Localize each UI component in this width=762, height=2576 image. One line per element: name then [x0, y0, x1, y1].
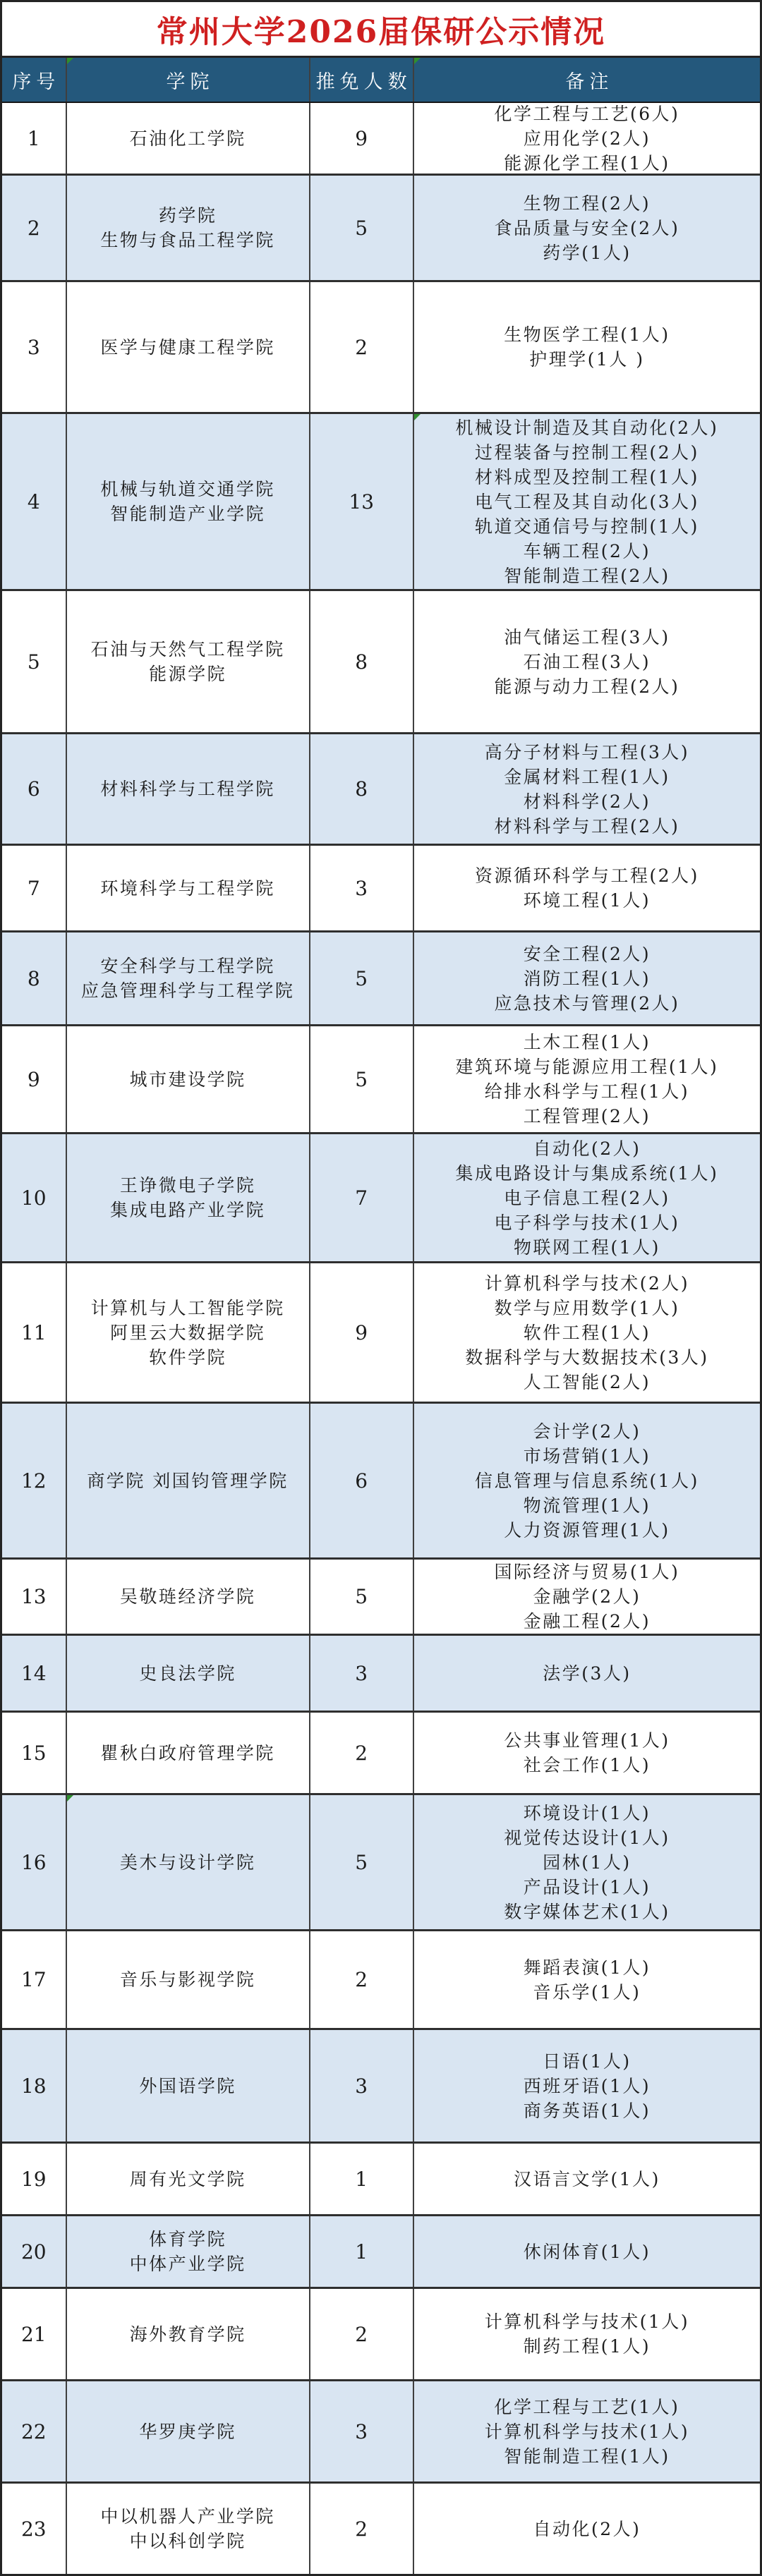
cell-text-line: 材料科学(2人) [523, 791, 651, 812]
cell-text-line: 材料成型及控制工程(1人) [474, 466, 699, 487]
cell-text-line: 资源循环科学与工程(2人) [474, 865, 699, 886]
row-index: 12 [20, 1469, 47, 1493]
row-index: 20 [20, 2240, 47, 2264]
recommended-count: 2 [355, 335, 368, 359]
cell-text-line: 护理学(1人 ) [529, 349, 645, 370]
cell-text-line: 电气工程及其自动化(3人) [474, 491, 699, 512]
recommended-count: 8 [355, 777, 368, 801]
cell-text-line: 安全科学与工程学院 [100, 956, 275, 976]
row-index-cell [2, 591, 66, 732]
cell-text-line: 应急技术与管理(2人) [494, 992, 680, 1014]
recommended-count: 3 [355, 876, 368, 900]
row-index-cell [2, 2216, 66, 2287]
row-index: 6 [27, 777, 40, 801]
college-cell [66, 2030, 309, 2141]
cell-text-line: 商务英语(1人) [523, 2100, 651, 2121]
college-cell [66, 1713, 309, 1793]
table-row [2, 1024, 760, 1132]
count-cell [309, 1263, 413, 1402]
cell-text-line: 金融学(2人) [533, 1586, 641, 1607]
table-row [2, 1711, 760, 1793]
row-index-cell [2, 2484, 66, 2574]
recommended-count: 9 [355, 126, 368, 150]
row-index: 19 [20, 2167, 47, 2191]
cell-text-line: 材料科学与工程(2人) [494, 815, 680, 837]
cell-text-line: 信息管理与信息系统(1人) [474, 1470, 699, 1491]
cell-text-line: 城市建设学院 [129, 1069, 246, 1090]
recommended-count: 2 [355, 1968, 368, 1991]
cell-text-line: 环境设计(1人) [523, 1802, 651, 1823]
recommended-count: 2 [355, 2322, 368, 2346]
cell-text-line: 汉语言文学(1人) [513, 2168, 660, 2189]
recommended-count: 2 [355, 2517, 368, 2541]
count-cell [309, 734, 413, 844]
column-header-label: 备注 [565, 71, 614, 93]
table-row [2, 1261, 760, 1402]
cell-text-line: 建筑环境与能源应用工程(1人) [455, 1057, 719, 1077]
column-header-remark [413, 58, 760, 102]
count-cell [309, 1026, 413, 1132]
column-header-college [66, 58, 309, 102]
count-cell [309, 591, 413, 732]
row-index: 3 [27, 335, 40, 359]
row-index: 2 [27, 216, 40, 240]
cell-text-line: 化学工程与工艺(6人) [494, 103, 680, 124]
college-cell [66, 591, 309, 732]
green-corner-marker-icon [414, 58, 421, 64]
cell-text-line: 石油工程(3人) [523, 651, 651, 672]
cell-text-line: 舞蹈表演(1人) [523, 1957, 651, 1978]
row-index-cell [2, 1134, 66, 1261]
cell-text-line: 机械与轨道交通学院 [100, 479, 275, 499]
cell-text-line: 化学工程与工艺(1人) [494, 2396, 680, 2417]
college-cell [66, 2484, 309, 2574]
cell-text-line: 智能制造工程(1人) [504, 2446, 670, 2467]
college-cell [66, 1636, 309, 1711]
row-index-cell [2, 2144, 66, 2214]
count-cell [309, 1795, 413, 1929]
count-cell [309, 1404, 413, 1557]
cell-text-line: 制药工程(1人) [523, 2336, 651, 2357]
row-index-cell [2, 734, 66, 844]
cell-text-line: 数字媒体艺术(1人) [504, 1901, 670, 1922]
cell-text-line: 音乐与影视学院 [119, 1969, 256, 1990]
college-cell [66, 282, 309, 412]
cell-text-line: 外国语学院 [139, 2075, 236, 2096]
recommended-count: 3 [355, 1661, 368, 1685]
cell-text-line: 中体产业学院 [129, 2254, 246, 2274]
row-index: 8 [27, 966, 40, 990]
column-header-label: 学院 [166, 71, 214, 93]
cell-text-line: 油气储运工程(3人) [504, 626, 670, 648]
count-cell [309, 1931, 413, 2028]
row-index-cell [2, 1404, 66, 1557]
cell-text-line: 医学与健康工程学院 [100, 336, 275, 358]
majors-cell [413, 1026, 760, 1132]
cell-text-line: 西班牙语(1人) [523, 2075, 651, 2096]
row-index: 5 [27, 650, 40, 674]
row-index-cell [2, 2289, 66, 2379]
college-cell [66, 103, 309, 174]
row-index: 15 [20, 1741, 47, 1765]
count-cell [309, 932, 413, 1024]
college-cell [66, 1931, 309, 2028]
row-index-cell [2, 1560, 66, 1634]
cell-text-line: 阿里云大数据学院 [110, 1322, 266, 1343]
cell-text-line: 瞿秋白政府管理学院 [100, 1742, 275, 1763]
cell-text-line: 王诤微电子学院 [119, 1175, 256, 1196]
college-cell [66, 2289, 309, 2379]
count-cell [309, 103, 413, 174]
cell-text-line: 食品质量与安全(2人) [494, 217, 680, 238]
recommended-count: 3 [355, 2419, 368, 2443]
college-cell [66, 1560, 309, 1634]
cell-text-line: 华罗庚学院 [139, 2421, 236, 2442]
cell-text-line: 园林(1人) [543, 1852, 631, 1873]
count-cell [309, 2030, 413, 2141]
cell-text-line: 集成电路产业学院 [110, 1200, 266, 1220]
cell-text-line: 法学(3人) [543, 1663, 631, 1684]
column-header-label: 序号 [12, 71, 61, 93]
majors-cell [413, 1795, 760, 1929]
majors-cell [413, 734, 760, 844]
row-index-cell [2, 103, 66, 174]
recommended-count: 1 [355, 2240, 368, 2264]
cell-text-line: 中以科创学院 [129, 2531, 246, 2551]
table-header-row [2, 58, 760, 103]
cell-text-line: 电子科学与技术(1人) [494, 1212, 680, 1233]
table-row [2, 732, 760, 844]
count-cell [309, 1713, 413, 1793]
cell-text-line: 集成电路设计与集成系统(1人) [455, 1162, 719, 1184]
cell-text-line: 机械设计制造及其自动化(2人) [455, 417, 719, 438]
cell-text-line: 数据科学与大数据技术(3人) [465, 1347, 709, 1368]
majors-cell [413, 1560, 760, 1634]
college-cell [66, 414, 309, 589]
column-header-label: 推免人数 [315, 71, 412, 93]
recommended-count: 3 [355, 2074, 368, 2098]
recommended-count: 9 [355, 1320, 368, 1344]
cell-text-line: 商学院 刘国钧管理学院 [87, 1470, 289, 1491]
cell-text-line: 物联网工程(1人) [513, 1237, 660, 1258]
cell-text-line: 能源学院 [149, 664, 227, 684]
cell-text-line: 吴敬琏经济学院 [119, 1586, 256, 1607]
college-cell [66, 1795, 309, 1929]
row-index: 23 [20, 2517, 47, 2541]
row-index: 7 [27, 876, 40, 900]
recommended-count: 5 [355, 966, 368, 990]
college-cell [66, 2144, 309, 2214]
college-cell [66, 176, 309, 280]
green-corner-marker-icon [67, 1795, 73, 1802]
cell-text-line: 美木与设计学院 [119, 1852, 256, 1873]
cell-text-line: 周有光文学院 [129, 2168, 246, 2189]
recommended-count: 2 [355, 1741, 368, 1765]
recommended-count: 6 [355, 1469, 368, 1493]
recommended-count: 5 [355, 1850, 368, 1874]
count-cell [309, 2144, 413, 2214]
table-row [2, 1132, 760, 1261]
cell-text-line: 人力资源管理(1人) [504, 1519, 670, 1541]
cell-text-line: 数学与应用数学(1人) [494, 1297, 680, 1318]
cell-text-line: 计算机与人工智能学院 [90, 1297, 285, 1318]
cell-text-line: 自动化(2人) [533, 1138, 641, 1159]
count-cell [309, 2484, 413, 2574]
cell-text-line: 环境科学与工程学院 [100, 877, 275, 899]
table-row [2, 589, 760, 732]
recommended-count: 5 [355, 216, 368, 240]
cell-text-line: 体育学院 [149, 2229, 227, 2249]
cell-text-line: 计算机科学与技术(1人) [484, 2421, 690, 2442]
cell-text-line: 安全工程(2人) [523, 943, 651, 964]
count-cell [309, 2289, 413, 2379]
cell-text-line: 电子信息工程(2人) [504, 1187, 670, 1208]
cell-text-line: 土木工程(1人) [523, 1032, 651, 1052]
majors-cell [413, 2381, 760, 2481]
table-row [2, 2379, 760, 2481]
cell-text-line: 生物医学工程(1人) [504, 324, 670, 345]
majors-cell [413, 103, 760, 174]
row-index-cell [2, 932, 66, 1024]
cell-text-line: 计算机科学与技术(2人) [484, 1272, 690, 1294]
cell-text-line: 社会工作(1人) [523, 1755, 651, 1775]
cell-text-line: 药学(1人) [543, 242, 631, 263]
cell-text-line: 工程管理(2人) [523, 1106, 651, 1126]
majors-cell [413, 2484, 760, 2574]
college-cell [66, 1263, 309, 1402]
table-row [2, 1793, 760, 1929]
row-index: 18 [20, 2074, 47, 2098]
majors-cell [413, 1263, 760, 1402]
cell-text-line: 智能制造产业学院 [110, 504, 266, 524]
count-cell [309, 2381, 413, 2481]
majors-cell [413, 414, 760, 589]
row-index: 16 [20, 1850, 47, 1874]
cell-text-line: 车辆工程(2人) [523, 540, 651, 561]
table-body [2, 103, 760, 2574]
table-row [2, 2141, 760, 2214]
cell-text-line: 过程装备与控制工程(2人) [474, 442, 699, 463]
cell-text-line: 市场营销(1人) [523, 1445, 651, 1466]
cell-text-line: 软件学院 [149, 1347, 227, 1368]
cell-text-line: 应急管理科学与工程学院 [80, 980, 295, 1001]
count-cell [309, 846, 413, 930]
row-index-cell [2, 414, 66, 589]
table-row [2, 280, 760, 412]
cell-text-line: 计算机科学与技术(1人) [484, 2311, 690, 2332]
majors-cell [413, 2144, 760, 2214]
row-index-cell [2, 1713, 66, 1793]
count-cell [309, 1560, 413, 1634]
row-index: 10 [20, 1186, 47, 1210]
row-index: 13 [20, 1585, 47, 1608]
row-index-cell [2, 2030, 66, 2141]
row-index-cell [2, 282, 66, 412]
cell-text-line: 公共事业管理(1人) [504, 1730, 670, 1751]
row-index-cell [2, 1026, 66, 1132]
count-cell [309, 1636, 413, 1711]
row-index-cell [2, 1636, 66, 1711]
row-index: 17 [20, 1968, 47, 1991]
recommended-count: 1 [355, 2167, 368, 2191]
column-header-count [309, 58, 413, 102]
majors-cell [413, 1636, 760, 1711]
row-index-cell [2, 846, 66, 930]
row-index: 1 [27, 126, 40, 150]
college-cell [66, 932, 309, 1024]
majors-cell [413, 282, 760, 412]
cell-text-line: 能源与动力工程(2人) [494, 676, 680, 697]
majors-cell [413, 1931, 760, 2028]
table-row [2, 2028, 760, 2141]
cell-text-line: 视觉传达设计(1人) [504, 1827, 670, 1848]
cell-text-line: 高分子材料与工程(3人) [484, 741, 690, 763]
count-cell [309, 1134, 413, 1261]
count-cell [309, 282, 413, 412]
college-cell [66, 1134, 309, 1261]
count-cell [309, 176, 413, 280]
cell-text-line: 会计学(2人) [533, 1421, 641, 1442]
cell-text-line: 石油与天然气工程学院 [90, 639, 285, 660]
recommended-count: 7 [355, 1186, 368, 1210]
cell-text-line: 日语(1人) [543, 2051, 631, 2072]
majors-cell [413, 1134, 760, 1261]
row-index: 11 [20, 1320, 47, 1344]
row-index-cell [2, 1795, 66, 1929]
cell-text-line: 生物工程(2人) [523, 193, 651, 214]
majors-cell [413, 1404, 760, 1557]
recommended-count: 8 [355, 650, 368, 674]
count-cell [309, 414, 413, 589]
majors-cell [413, 1713, 760, 1793]
cell-text-line: 中以机器人产业学院 [100, 2506, 275, 2527]
cell-text-line: 材料科学与工程学院 [100, 779, 275, 799]
cell-text-line: 海外教育学院 [129, 2323, 246, 2345]
table-row [2, 930, 760, 1024]
majors-cell [413, 591, 760, 732]
table-row [2, 1557, 760, 1634]
recommended-count: 5 [355, 1067, 368, 1091]
row-index-cell [2, 176, 66, 280]
table-row [2, 2287, 760, 2379]
majors-cell [413, 2216, 760, 2287]
college-cell [66, 2381, 309, 2481]
cell-text-line: 石油化工学院 [129, 128, 246, 149]
row-index: 9 [27, 1067, 40, 1091]
cell-text-line: 音乐学(1人) [533, 1981, 641, 2003]
row-index: 21 [20, 2322, 47, 2346]
table-row [2, 1402, 760, 1557]
college-cell [66, 2216, 309, 2287]
green-corner-marker-icon [67, 58, 73, 64]
cell-text-line: 给排水科学与工程(1人) [484, 1081, 690, 1102]
majors-cell [413, 932, 760, 1024]
cell-text-line: 生物与食品工程学院 [100, 230, 275, 250]
cell-text-line: 软件工程(1人) [523, 1322, 651, 1343]
page-title: 常州大学2026届保研公示情况 [156, 14, 606, 50]
cell-text-line: 休闲体育(1人) [523, 2241, 651, 2262]
row-index-cell [2, 1263, 66, 1402]
row-index: 14 [20, 1661, 47, 1685]
cell-text-line: 金融工程(2人) [523, 1611, 651, 1632]
row-index-cell [2, 2381, 66, 2481]
cell-text-line: 能源化学工程(1人) [504, 152, 670, 174]
cell-text-line: 环境工程(1人) [523, 890, 651, 911]
recommended-count: 5 [355, 1585, 368, 1608]
majors-cell [413, 2030, 760, 2141]
cell-text-line: 物流管理(1人) [523, 1495, 651, 1516]
row-index: 4 [27, 490, 40, 514]
college-cell [66, 1026, 309, 1132]
cell-text-line: 消防工程(1人) [523, 968, 651, 989]
college-cell [66, 846, 309, 930]
majors-cell [413, 846, 760, 930]
cell-text-line: 金属材料工程(1人) [504, 766, 670, 787]
cell-text-line: 自动化(2人) [533, 2518, 641, 2539]
cell-text-line: 药学院 [158, 205, 217, 226]
recommended-count: 13 [349, 490, 375, 514]
cell-text-line: 人工智能(2人) [523, 1371, 651, 1392]
cell-text-line: 智能制造工程(2人) [504, 565, 670, 586]
majors-cell [413, 176, 760, 280]
table-row [2, 844, 760, 930]
table-title-row [2, 2, 760, 58]
cell-text-line: 史良法学院 [139, 1663, 236, 1684]
college-cell [66, 1404, 309, 1557]
green-corner-marker-icon [414, 414, 421, 420]
table-row [2, 1929, 760, 2028]
table-row [2, 2214, 760, 2287]
row-index: 22 [20, 2419, 47, 2443]
cell-text-line: 国际经济与贸易(1人) [494, 1562, 680, 1582]
column-header-index [2, 58, 66, 102]
table-row [2, 1634, 760, 1711]
cell-text-line: 应用化学(2人) [523, 128, 651, 149]
count-cell [309, 2216, 413, 2287]
table-row [2, 2481, 760, 2574]
cell-text-line: 轨道交通信号与控制(1人) [474, 516, 699, 537]
table-row [2, 174, 760, 280]
table-row [2, 103, 760, 174]
majors-cell [413, 2289, 760, 2379]
row-index-cell [2, 1931, 66, 2028]
college-cell [66, 734, 309, 844]
table-row [2, 412, 760, 589]
cell-text-line: 产品设计(1人) [523, 1876, 651, 1897]
